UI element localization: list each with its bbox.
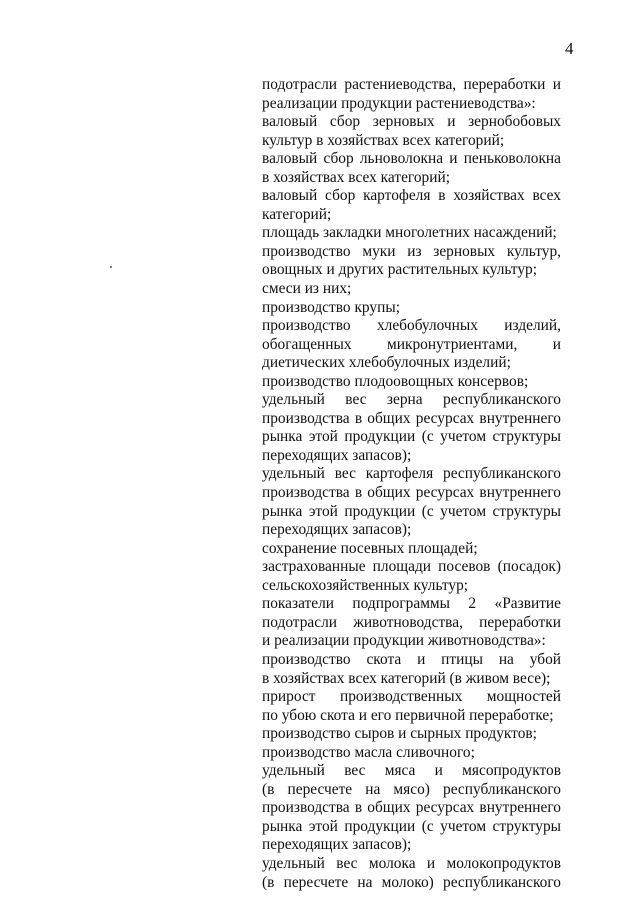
text-line: производство скота и птицы на убой bbox=[262, 650, 561, 668]
text-line: в хозяйствах всех категорий (в живом весе); bbox=[262, 669, 551, 687]
text-line: удельный вес зерна республиканского bbox=[262, 391, 561, 409]
text-line: производство хлебобулочных изделий, bbox=[262, 317, 561, 335]
text-line: рынка этой продукции (с учетом структуры bbox=[262, 428, 561, 446]
text-line: овощных и других растительных культур; bbox=[262, 261, 537, 279]
text-line: реализации продукции растениеводства»: bbox=[262, 94, 536, 112]
text-line: культур в хозяйствах всех категорий; bbox=[262, 131, 505, 149]
text-line: смеси из них; bbox=[262, 280, 352, 298]
text-line: рынка этой продукции (с учетом структуры bbox=[262, 502, 561, 520]
text-line: подотрасли растениеводства, переработки и bbox=[262, 76, 561, 93]
text-line: производство крупы; bbox=[262, 298, 400, 316]
text-line: переходящих запасов); bbox=[262, 521, 412, 539]
text-line: площадь закладки многолетних насаждений; bbox=[262, 224, 557, 242]
document-body bbox=[262, 76, 561, 892]
text-line: показатели подпрограммы 2 «Развитие bbox=[262, 595, 561, 613]
text-line: удельный вес мяса и мясопродуктов bbox=[262, 762, 561, 780]
text-line: валовый сбор льноволокна и пеньковолокна bbox=[262, 150, 561, 168]
text-line: удельный вес картофеля республиканского bbox=[262, 465, 561, 483]
text-line: (в пересчете на молоко) республиканского bbox=[262, 873, 561, 891]
text-line: сохранение посевных площадей; bbox=[262, 539, 478, 557]
text-line: подотрасли животноводства, переработки bbox=[262, 613, 561, 631]
text-line: в хозяйствах всех категорий; bbox=[262, 168, 450, 186]
page-number: 4 bbox=[565, 39, 574, 58]
text-line: производства в общих ресурсах внутреннего bbox=[262, 799, 561, 817]
text-line: обогащенных микронутриентами, и bbox=[262, 335, 561, 353]
text-line: переходящих запасов); bbox=[262, 836, 412, 854]
text-line: производство муки из зерновых культур, bbox=[262, 242, 561, 260]
text-line: диетических хлебобулочных изделий; bbox=[262, 354, 511, 372]
text-line: производства в общих ресурсах внутреннего bbox=[262, 409, 561, 427]
text-line: производства в общих ресурсах внутреннего bbox=[262, 484, 561, 502]
text-line: сельскохозяйственных культур; bbox=[262, 576, 469, 594]
text-line: валовый сбор картофеля в хозяйствах всех bbox=[262, 187, 561, 205]
text-line: категорий; bbox=[262, 205, 332, 223]
text-line: переходящих запасов); bbox=[262, 446, 412, 464]
text-line: по убою скота и его первичной переработке; bbox=[262, 706, 554, 724]
text-line: удельный вес молока и молокопродуктов bbox=[262, 854, 561, 872]
text-line: производство масла сливочного; bbox=[262, 743, 475, 761]
scan-speck bbox=[110, 266, 112, 268]
text-line: застрахованные площади посевов (посадок) bbox=[262, 558, 561, 576]
text-line: рынка этой продукции (с учетом структуры bbox=[262, 817, 561, 835]
text-line: производство плодоовощных консервов; bbox=[262, 372, 529, 390]
text-line: производство сыров и сырных продуктов; bbox=[262, 725, 537, 743]
text-line: валовый сбор зерновых и зернобобовых bbox=[262, 113, 561, 131]
text-line: (в пересчете на мясо) республиканского bbox=[262, 780, 561, 798]
text-line: и реализации продукции животноводства»: bbox=[262, 632, 546, 650]
text-line: прирост производственных мощностей bbox=[262, 688, 561, 706]
